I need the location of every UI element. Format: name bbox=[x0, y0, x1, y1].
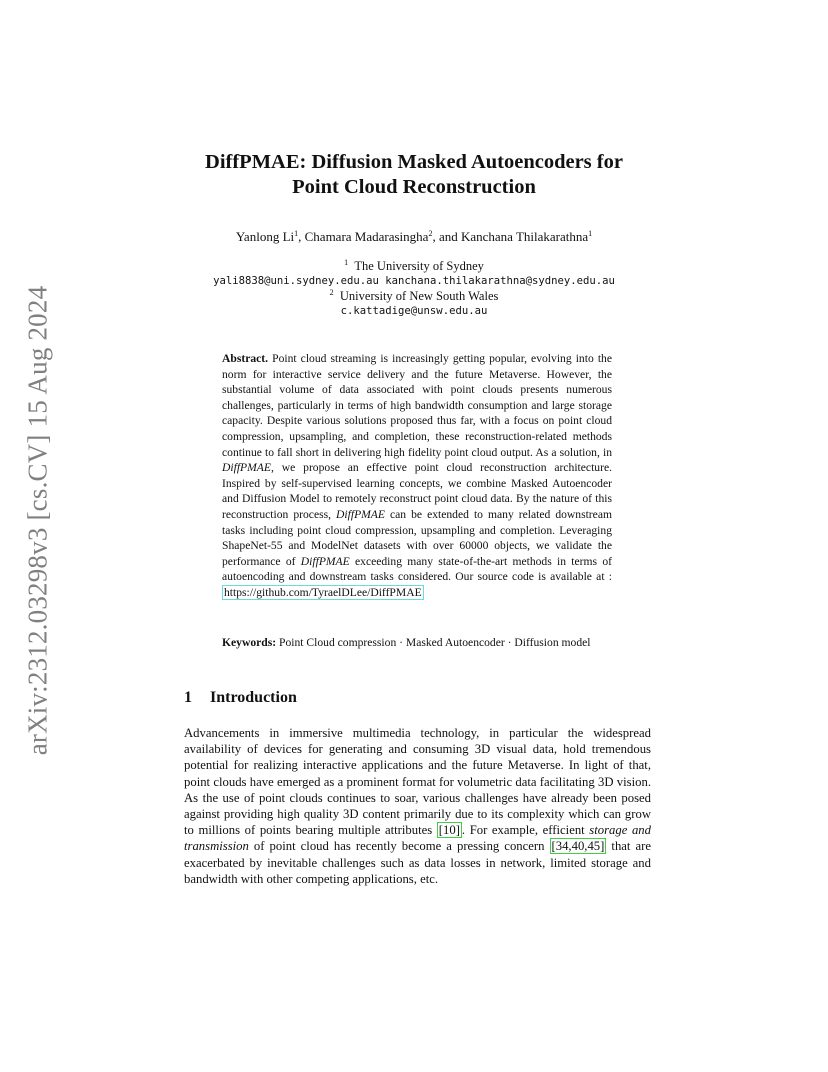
affiliation-2-name: University of New South Wales bbox=[339, 289, 499, 303]
abstract-emphasis-1: DiffPMAE bbox=[222, 461, 271, 475]
affiliation-1-name: The University of Sydney bbox=[354, 259, 484, 273]
author-2-affil: 2 bbox=[428, 229, 433, 238]
section-heading bbox=[184, 689, 297, 707]
affiliations bbox=[0, 259, 828, 319]
citation-link-2[interactable]: [34,40,45] bbox=[551, 839, 605, 854]
intro-paragraph bbox=[184, 725, 651, 887]
keywords-label: Keywords: bbox=[222, 636, 277, 649]
abstract bbox=[222, 351, 612, 601]
intro-emphasis: storage and transmission bbox=[184, 823, 651, 854]
abstract-emphasis-3: DiffPMAE bbox=[300, 554, 350, 568]
intro-text-1: Advancements in immersive multimedia technology, in particular the widespread availability of devices for generating and consuming 3D visual data, hold tremendous potential for realizing interactive applications and the future Metaverse. In light of that, point clouds have emerged as a prominent format for volumetric data facilitating 3D vision. As the use of point clouds continues to soar, various challenges have already been posed against providing high quality 3D content primarily due to its complexity which can grow to millions of points bearing multiple attributes bbox=[184, 726, 651, 838]
author-1: Yanlong Li bbox=[235, 229, 295, 244]
title-line-1: DiffPMAE: Diffusion Masked Autoencoders for bbox=[205, 151, 623, 173]
intro-text-4: that are exacerbated by inevitable challenges such as data losses in network, limited storage and bandwidth with other competing applications, etc. bbox=[184, 839, 651, 886]
author-separator-1: , Chamara Madarasingha bbox=[298, 229, 429, 244]
author-3-affil: 1 bbox=[588, 229, 593, 238]
author-1-affil: 1 bbox=[294, 229, 299, 238]
abstract-text-1: Point cloud streaming is increasingly getting popular, evolving into the norm for interactive service delivery and the future Metaverse. However, the substantial volume of data associated with point clouds presents numerous challenges, particularly in terms of high bandwidth consumption and large storage capacity. Despite various solutions proposed thus far, with a focus on point cloud compression, upsampling, and completion, these reconstruction-related methods continue to fall short in delivering high fidelity point cloud output. As a solution, in bbox=[222, 352, 612, 459]
abstract-text-2: , we propose an effective point cloud reconstruction architecture. Inspired by self-supervised learning concepts, we combine Masked Autoencoder and Diffusion Model to remotely reconstruct point cloud data. By the nature of this reconstruction process, bbox=[222, 461, 612, 521]
abstract-text-4: exceeding many state-of-the-art methods in terms of autoencoding and downstream tasks considered. Our source code is available at : bbox=[222, 554, 612, 584]
affiliation-1-marker: 1 bbox=[344, 258, 349, 267]
abstract-label: Abstract. bbox=[222, 352, 269, 365]
affiliation-2 bbox=[0, 289, 828, 304]
author-separator-2: , and Kanchana Thilakarathna bbox=[432, 229, 589, 244]
intro-text-2: . For example, efficient bbox=[461, 823, 590, 838]
arxiv-id-text: arXiv:2312.03298v3 [cs.CV] 15 Aug 2024 bbox=[22, 285, 53, 755]
keywords bbox=[222, 635, 612, 651]
section-title: Introduction bbox=[210, 689, 297, 706]
intro-text-3: of point cloud has recently become a pressing concern bbox=[248, 839, 550, 854]
keywords-text: Point Cloud compression · Masked Autoencoder · Diffusion model bbox=[276, 636, 591, 649]
source-code-link[interactable]: https://github.com/TyraelDLee/DiffPMAE bbox=[224, 585, 422, 599]
abstract-emphasis-2: DiffPMAE bbox=[336, 507, 385, 521]
abstract-text-3: can be extended to many related downstream tasks including point cloud compression, upsampling and completion. Leveraging ShapeNet-55 and ModelNet datasets with over 60000 objects, we validate the performance of bbox=[222, 507, 612, 568]
affiliation-1 bbox=[0, 259, 828, 274]
section-number: 1 bbox=[184, 689, 192, 706]
arxiv-identifier-stamp bbox=[20, 285, 56, 755]
citation-link-1[interactable]: [10] bbox=[438, 823, 460, 838]
author-list bbox=[0, 229, 828, 245]
affiliation-1-emails: yali8838@uni.sydney.edu.au kanchana.thilakarathna@sydney.edu.au bbox=[213, 275, 615, 287]
paper-title bbox=[0, 150, 828, 200]
title-line-2: Point Cloud Reconstruction bbox=[292, 176, 536, 198]
affiliation-2-marker: 2 bbox=[329, 288, 334, 297]
affiliation-2-email: c.kattadige@unsw.edu.au bbox=[340, 305, 488, 317]
